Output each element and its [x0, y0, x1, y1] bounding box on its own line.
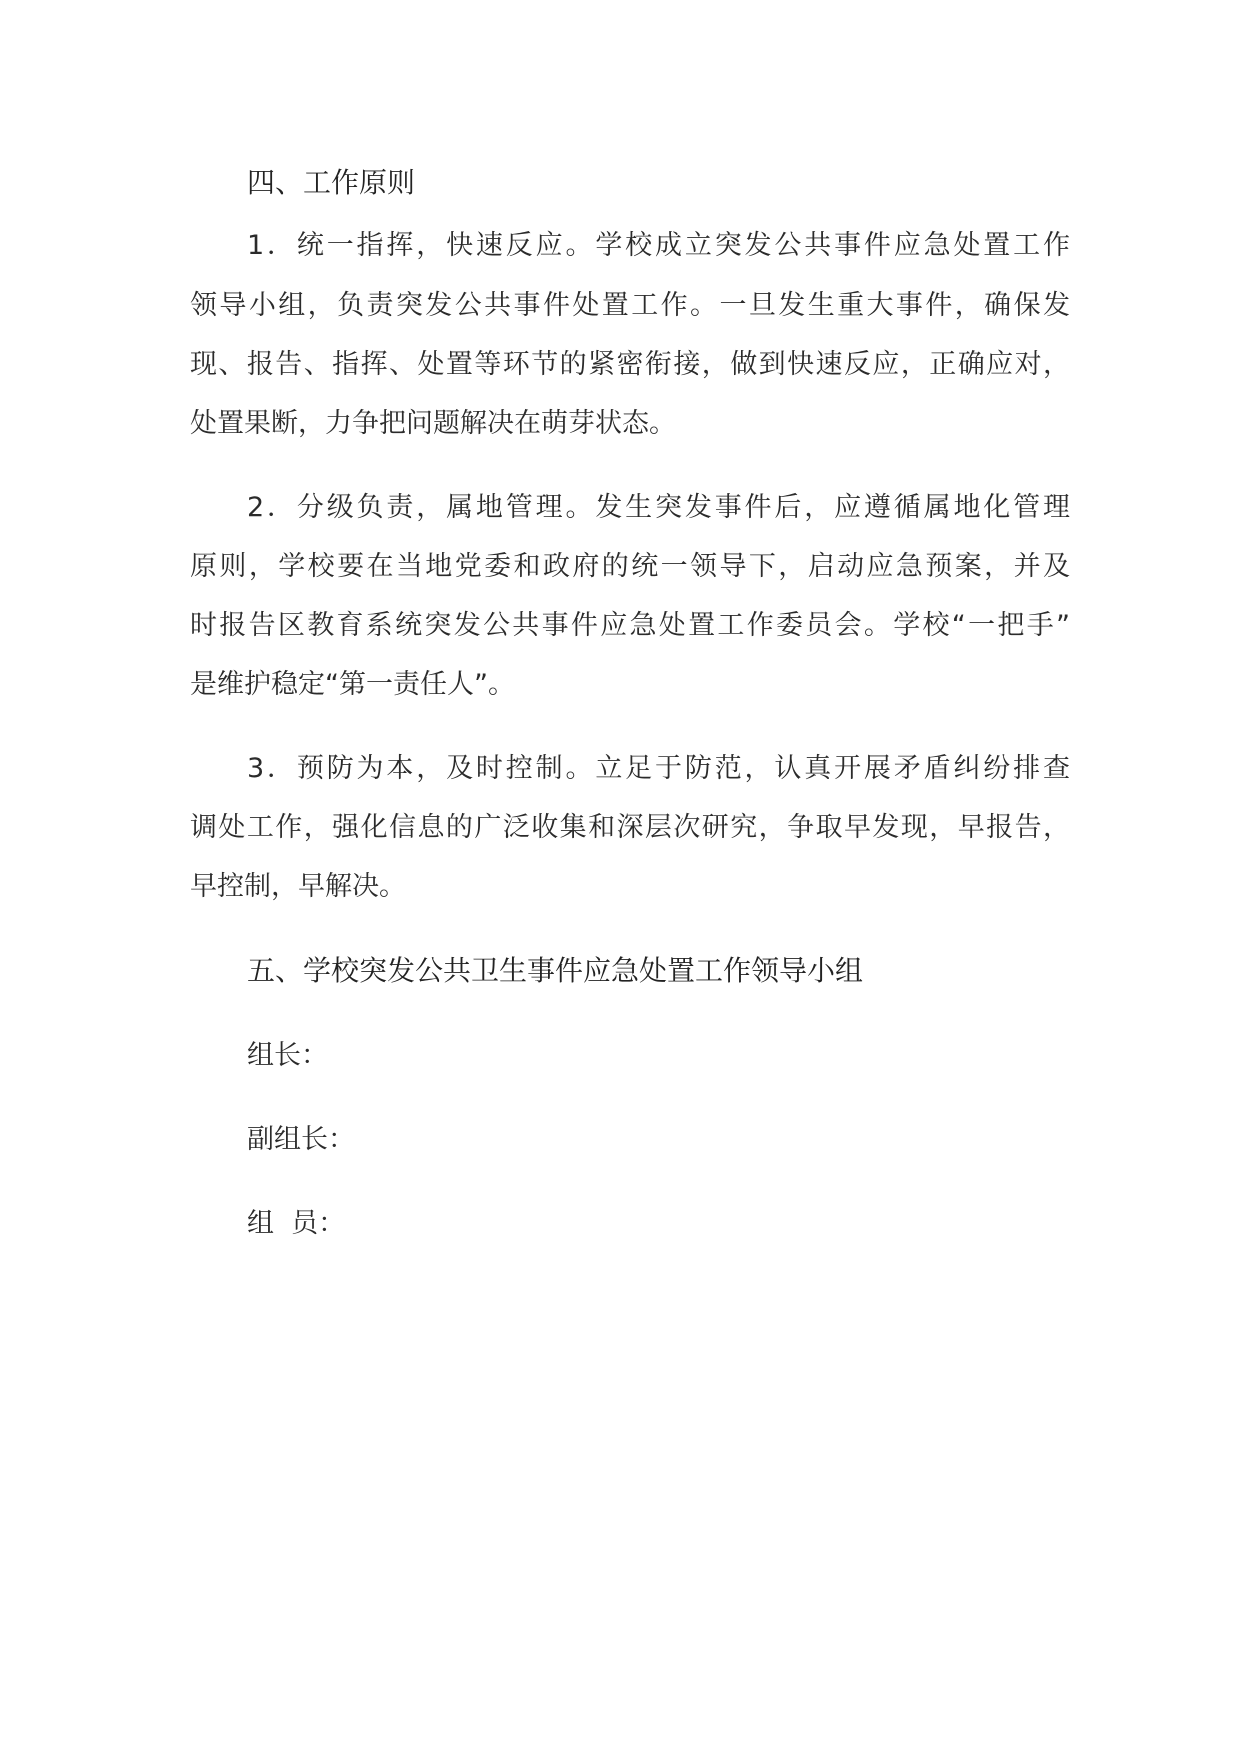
paragraph-2-line-3: 时报告区教育系统突发公共事件应急处置工作委员会。学校“一把手”: [190, 610, 1070, 641]
paragraph-2-line-1: 2．分级负责，属地管理。发生突发事件后，应遵循属地化管理: [247, 492, 1070, 523]
paragraph-3-line-2: 调处工作，强化信息的广泛收集和深层次研究，争取早发现，早报告，: [190, 812, 1070, 843]
section-heading-work-principles: 四、工作原则: [247, 166, 416, 199]
paragraph-1-line-1: 1．统一指挥，快速反应。学校成立突发公共事件应急处置工作: [247, 230, 1070, 261]
paragraph-1-line-3: 现、报告、指挥、处置等环节的紧密衔接，做到快速反应，正确应对，: [190, 349, 1070, 380]
group-leader-label: 组长：: [247, 1040, 328, 1071]
deputy-leader-label: 副组长：: [247, 1124, 355, 1155]
paragraph-2-line-4: 是维护稳定“第一责任人”。: [190, 669, 515, 700]
paragraph-3-line-1: 3．预防为本，及时控制。立足于防范，认真开展矛盾纠纷排查: [247, 753, 1070, 784]
paragraph-3-line-3: 早控制，早解决。: [190, 871, 406, 902]
paragraph-1-line-4: 处置果断，力争把问题解决在萌芽状态。: [190, 408, 676, 439]
section-heading-leadership-group: 五、学校突发公共卫生事件应急处置工作领导小组: [247, 954, 864, 987]
members-label: 组 员：: [247, 1208, 346, 1239]
paragraph-2-line-2: 原则，学校要在当地党委和政府的统一领导下，启动应急预案，并及: [190, 551, 1070, 582]
paragraph-1-line-2: 领导小组，负责突发公共事件处置工作。一旦发生重大事件，确保发: [190, 290, 1070, 321]
